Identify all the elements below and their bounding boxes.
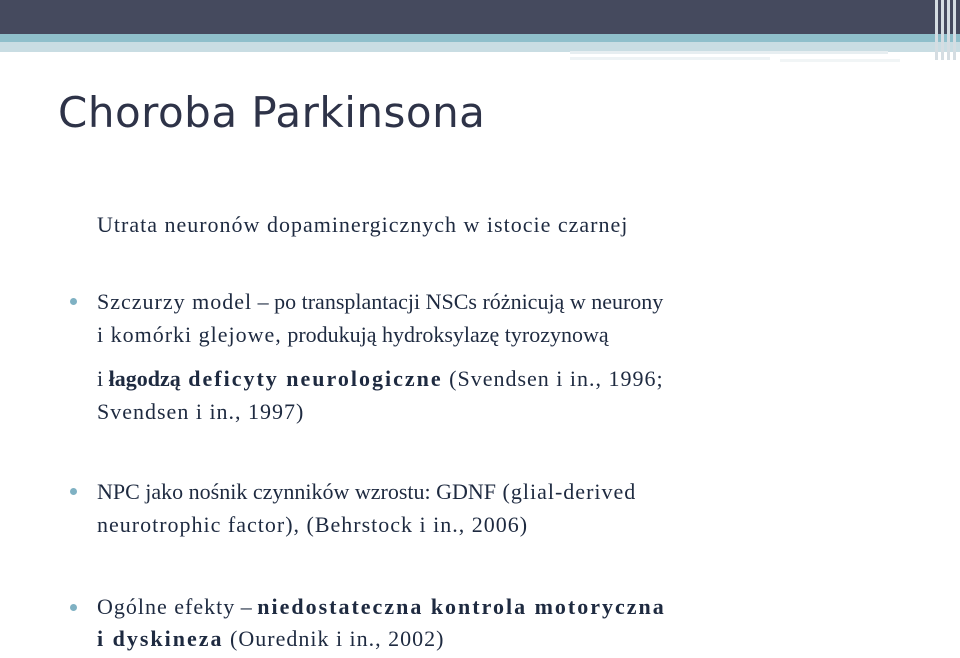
bullet-dot-icon [70, 298, 77, 305]
header-bar [0, 0, 960, 34]
header-accent-line [570, 57, 770, 60]
header-stripe [947, 0, 950, 60]
bullet-1-line-1: Szczurzy model – po transplantacji NSCs różnicują w neurony [97, 289, 664, 314]
header-stripe [935, 0, 938, 60]
bullet-2-line-1: NPC jako nośnik czynników wzrostu: GDNF (glial-derived [97, 479, 637, 504]
bullet-3-line-1: Ogólne efekty – niedostateczna kontrola motoryczna [97, 594, 666, 619]
header-stripe [941, 0, 944, 60]
bullet-3-line-2: i dyskineza (Ourednik i in., 2002) [97, 626, 445, 651]
bullet-dot-icon [70, 604, 77, 611]
header-band-teal [0, 34, 960, 42]
bullet-1-line-4: Svendsen i in., 1997) [97, 399, 305, 424]
header-accent-line [570, 51, 888, 54]
header-stripe [953, 0, 956, 60]
header-accent-line [780, 59, 900, 62]
bullet-1-line-2: i komórki glejowe, produkują hydroksylazę tyrozynową [97, 322, 609, 347]
intro-text: Utrata neuronów dopaminergicznych w istocie czarnej [97, 212, 629, 237]
bullet-dot-icon [70, 488, 77, 495]
bullet-2-line-2: neurotrophic factor), (Behrstock i in., 2006) [97, 512, 529, 537]
bullet-1-line-3: i łagodzą deficyty neurologiczne (Svendsen i in., 1996; [97, 366, 664, 391]
slide-title: Choroba Parkinsona [58, 88, 486, 137]
